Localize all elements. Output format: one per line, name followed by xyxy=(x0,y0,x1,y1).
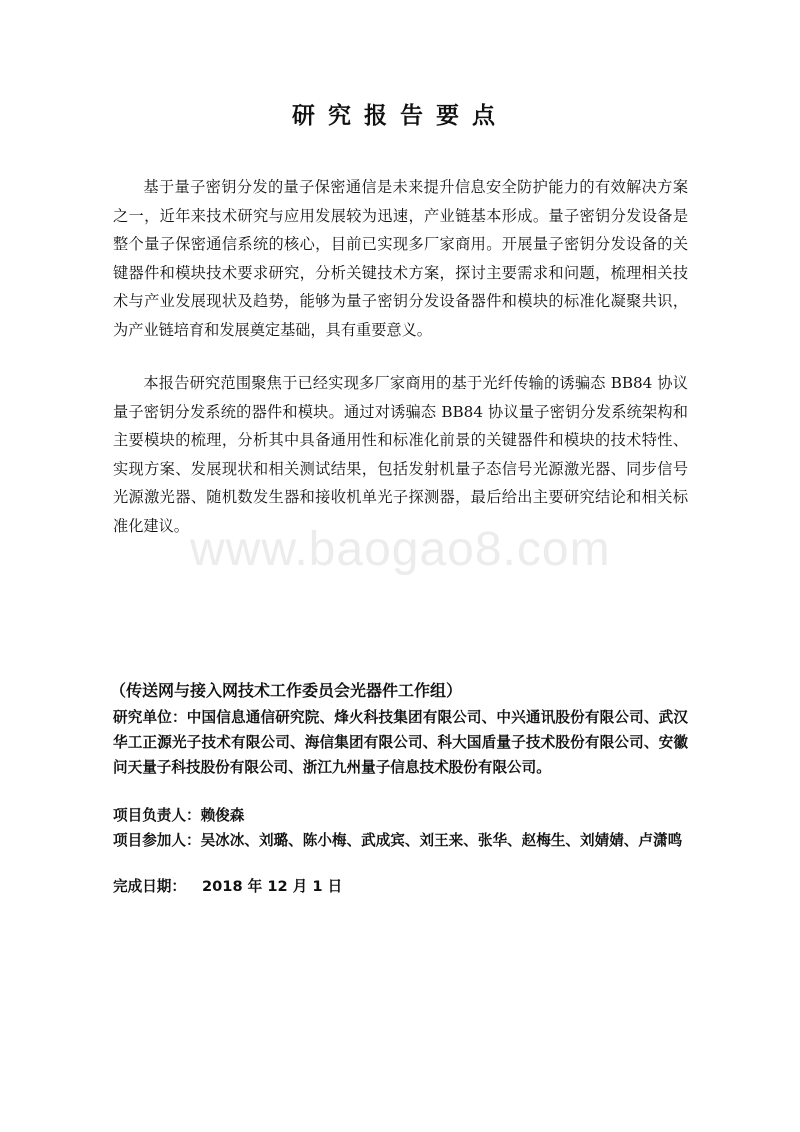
summary-paragraph-2: 本报告研究范围聚焦于已经实现多厂家商用的基于光纤传输的诱骗态 BB84 协议量子密钥分发系统的器件和模块。通过对诱骗态 BB84 协议量子密钥分发系统架构和主要模块的梳理，分析其中具备通用性和标准化前景的关键器件和模块的技术特性、实现方案、发展现状和相关测试结果，包括发射机量子态信号光源激光器、同步信号光源激光器、随机数发生器和接收机单光子探测器，最后给出主要研究结论和相关标准化建议。 xyxy=(113,374,688,535)
project-participants: 项目参加人：吴冰冰、刘璐、陈小梅、武成宾、刘王来、张华、赵梅生、刘婧婧、卢潇鸣 xyxy=(113,832,683,849)
summary-paragraph-1: 基于量子密钥分发的量子保密通信是未来提升信息安全防护能力的有效解决方案之一，近年来技术研究与应用发展较为迅速，产业链基本形成。量子密钥分发设备是整个量子保密通信系统的核心，目前已实现多厂家商用。开展量子密钥分发设备的关键器件和模块技术要求研究，分析关键技术方案，探讨主要需求和问题，梳理相关技术与产业发展现状及趋势，能够为量子密钥分发设备器件和模块的标准化凝聚共识，为产业链培育和发展奠定基础，具有重要意义。 xyxy=(113,178,688,339)
completion-date-value: 2018 年 12 月 1 日 xyxy=(201,878,343,895)
project-leader: 项目负责人：赖俊森 xyxy=(113,807,245,824)
page-title: 研究报告要点 xyxy=(292,102,508,129)
research-units: 研究单位：中国信息通信研究院、烽火科技集团有限公司、中兴通讯股份有限公司、武汉华工正源光子技术有限公司、海信集团有限公司、科大国盾量子技术股份有限公司、安徽问天量子科技股份有限公司、浙江九州量子信息技术股份有限公司。 xyxy=(113,709,688,776)
completion-date-label: 完成日期： xyxy=(113,878,186,895)
completion-date xyxy=(113,874,688,899)
committee-name: （传送网与接入网技术工作委员会光器件工作组） xyxy=(110,681,463,700)
site-watermark: www.baogao8.com xyxy=(190,523,611,576)
